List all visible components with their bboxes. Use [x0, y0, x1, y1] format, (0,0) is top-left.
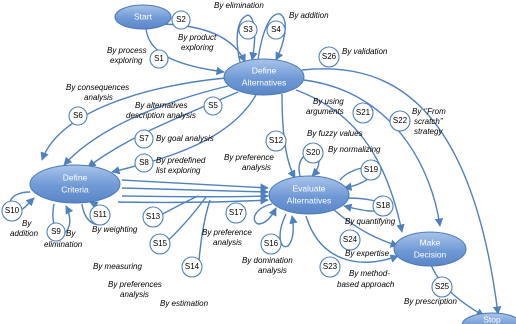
label-by-consequences-2: analysis	[84, 93, 113, 102]
label-by-product-1: By product	[178, 33, 217, 42]
strategy-s13[interactable]	[143, 207, 163, 227]
label-by-normalizing: By normalizing	[328, 145, 381, 154]
strategy-s7-label: S7	[139, 134, 149, 144]
label-by-process-2: exploring	[110, 56, 143, 65]
label-by-product-2: exploring	[181, 43, 214, 52]
strategy-s24-label: S24	[342, 235, 358, 245]
stage-evaluate-alternatives-line1: Evaluate	[292, 183, 326, 194]
stage-define-alternatives[interactable]	[224, 59, 304, 95]
stage-define-criteria-line1: Define	[62, 172, 88, 183]
label-by-expertise: By expertise	[345, 249, 390, 258]
label-by-validation: By validation	[342, 47, 388, 56]
label-by-pref-upper-2: analysis	[242, 163, 271, 172]
strategy-s26-label: S26	[321, 52, 337, 62]
strategy-s19-label: S19	[363, 165, 379, 175]
strategy-s25-label: S25	[434, 282, 450, 292]
strategy-s12-label: S12	[268, 136, 284, 146]
strategy-s24[interactable]	[340, 230, 360, 250]
strategy-s26[interactable]	[319, 47, 339, 67]
strategy-s18-label: S18	[375, 201, 391, 211]
strategy-s23[interactable]	[320, 257, 340, 277]
strategy-s22[interactable]	[390, 111, 410, 131]
label-by-estimation: By estimation	[160, 299, 209, 308]
label-by-from-scratch-2: scratch’’	[414, 117, 444, 126]
label-by-elim-left-1: By	[66, 229, 76, 238]
strategy-s20-label: S20	[305, 148, 321, 158]
edge-criteria-eval-4	[118, 200, 268, 202]
strategy-s13-label: S13	[145, 212, 161, 222]
strategy-s4[interactable]	[267, 21, 285, 39]
label-by-fuzzy: By fuzzy values	[307, 129, 363, 138]
stage-stop[interactable]	[462, 313, 516, 324]
label-by-from-scratch-1: By ‘’From	[412, 107, 446, 116]
strategy-s12[interactable]	[266, 131, 286, 151]
stage-stop-label: Stop	[483, 314, 501, 324]
strategy-s1[interactable]	[150, 50, 168, 68]
strategy-s3-label: S3	[243, 25, 253, 35]
strategy-s4-label: S4	[271, 25, 281, 35]
strategy-s21[interactable]	[353, 103, 373, 123]
strategy-s6-label: S6	[73, 111, 83, 121]
strategy-s1-label: S1	[154, 54, 164, 64]
strategy-s20[interactable]	[303, 143, 323, 163]
label-by-predefined-2: list exploring	[156, 166, 201, 175]
edge-criteria-eval-2	[122, 188, 268, 192]
strategy-s23-label: S23	[322, 262, 338, 272]
strategy-s21-label: S21	[355, 108, 371, 118]
strategy-s8-label: S8	[139, 158, 149, 168]
stage-evaluate-alternatives[interactable]	[269, 176, 349, 214]
stage-make-decision-line2: Decision	[413, 249, 447, 260]
label-by-from-scratch-3: strategy	[414, 127, 443, 136]
label-by-consequences-1: By consequences	[66, 83, 130, 92]
stage-define-criteria-line2: Criteria	[61, 184, 89, 195]
label-by-preferences-1: By preferences	[108, 280, 162, 289]
label-by-weighting: By weighting	[92, 225, 138, 234]
strategy-s8[interactable]	[135, 154, 153, 172]
strategy-s17-label: S17	[228, 208, 244, 218]
label-by-preferences-2: analysis	[120, 290, 149, 299]
label-by-pref-upper-1: By preference	[224, 153, 274, 162]
stage-evaluate-alternatives-line2: Alternatives	[286, 195, 332, 206]
strategy-s11-label: S11	[93, 210, 107, 220]
stage-start[interactable]	[115, 5, 171, 29]
strategy-s7[interactable]	[135, 130, 153, 148]
label-by-addition-top: By addition	[289, 11, 329, 20]
label-by-addition-left-2: addition	[10, 229, 39, 238]
strategy-s15[interactable]	[150, 234, 170, 254]
label-by-using-2: arguments	[306, 107, 344, 116]
label-by-pref-lower-2: analysis	[213, 238, 242, 247]
label-by-alternatives-1: By alternatives	[135, 101, 188, 110]
label-by-using-1: By using	[313, 97, 344, 106]
stage-define-alternatives-line2: Alternatives	[241, 77, 287, 88]
strategy-s22-label: S22	[392, 116, 408, 126]
strategy-s16[interactable]	[261, 234, 281, 254]
label-by-method-1: By method-	[349, 269, 390, 278]
stage-define-alternatives-line1: Define	[251, 65, 277, 76]
strategy-s16-label: S16	[263, 239, 279, 249]
label-by-process-1: By process	[107, 46, 147, 55]
strategy-s11[interactable]	[90, 205, 110, 225]
label-by-quantifying: By quantifying	[345, 217, 396, 226]
section-stages	[30, 5, 516, 324]
label-by-alternatives-2: description analysis	[126, 111, 196, 120]
strategy-s10[interactable]	[2, 201, 22, 221]
edge-s17	[254, 204, 276, 224]
strategy-s18[interactable]	[373, 196, 393, 216]
strategy-s2[interactable]	[172, 11, 190, 29]
label-by-measuring: By measuring	[93, 262, 142, 271]
stage-define-criteria[interactable]	[30, 165, 120, 203]
strategy-s5-label: S5	[208, 101, 218, 111]
label-by-predefined-1: By predefined	[156, 156, 206, 165]
label-by-pref-lower-1: By preference	[202, 228, 252, 237]
strategy-s2-label: S2	[176, 15, 186, 25]
label-by-domination-1: By domination	[242, 256, 293, 265]
strategy-s6[interactable]	[69, 107, 87, 125]
strategy-s9[interactable]	[47, 223, 65, 241]
strategy-s3[interactable]	[239, 21, 257, 39]
label-by-method-2: based approach	[337, 280, 395, 289]
strategy-s19[interactable]	[361, 160, 381, 180]
strategy-s17[interactable]	[226, 203, 246, 223]
strategy-s14[interactable]	[182, 257, 202, 277]
label-by-goal: By goal analysis	[156, 134, 214, 143]
label-by-domination-2: analysis	[258, 266, 287, 275]
strategy-s9-label: S9	[51, 227, 61, 237]
label-by-prescription: By prescription	[404, 297, 457, 306]
strategy-s10-label: S10	[4, 206, 20, 216]
strategy-s25[interactable]	[432, 277, 452, 297]
strategy-s15-label: S15	[152, 239, 168, 249]
label-by-elim-left-2: elimination	[44, 240, 83, 249]
stage-make-decision-line1: Make	[419, 237, 441, 248]
strategy-s5[interactable]	[204, 97, 222, 115]
label-by-elimination-top: By elimination	[214, 1, 264, 10]
edge-criteria-eval-1	[122, 180, 268, 188]
stage-start-label: Start	[134, 11, 152, 22]
label-by-addition-left-1: By	[22, 219, 32, 228]
edge-s16	[280, 214, 293, 247]
strategy-s14-label: S14	[184, 262, 200, 272]
stage-make-decision[interactable]	[394, 232, 466, 266]
